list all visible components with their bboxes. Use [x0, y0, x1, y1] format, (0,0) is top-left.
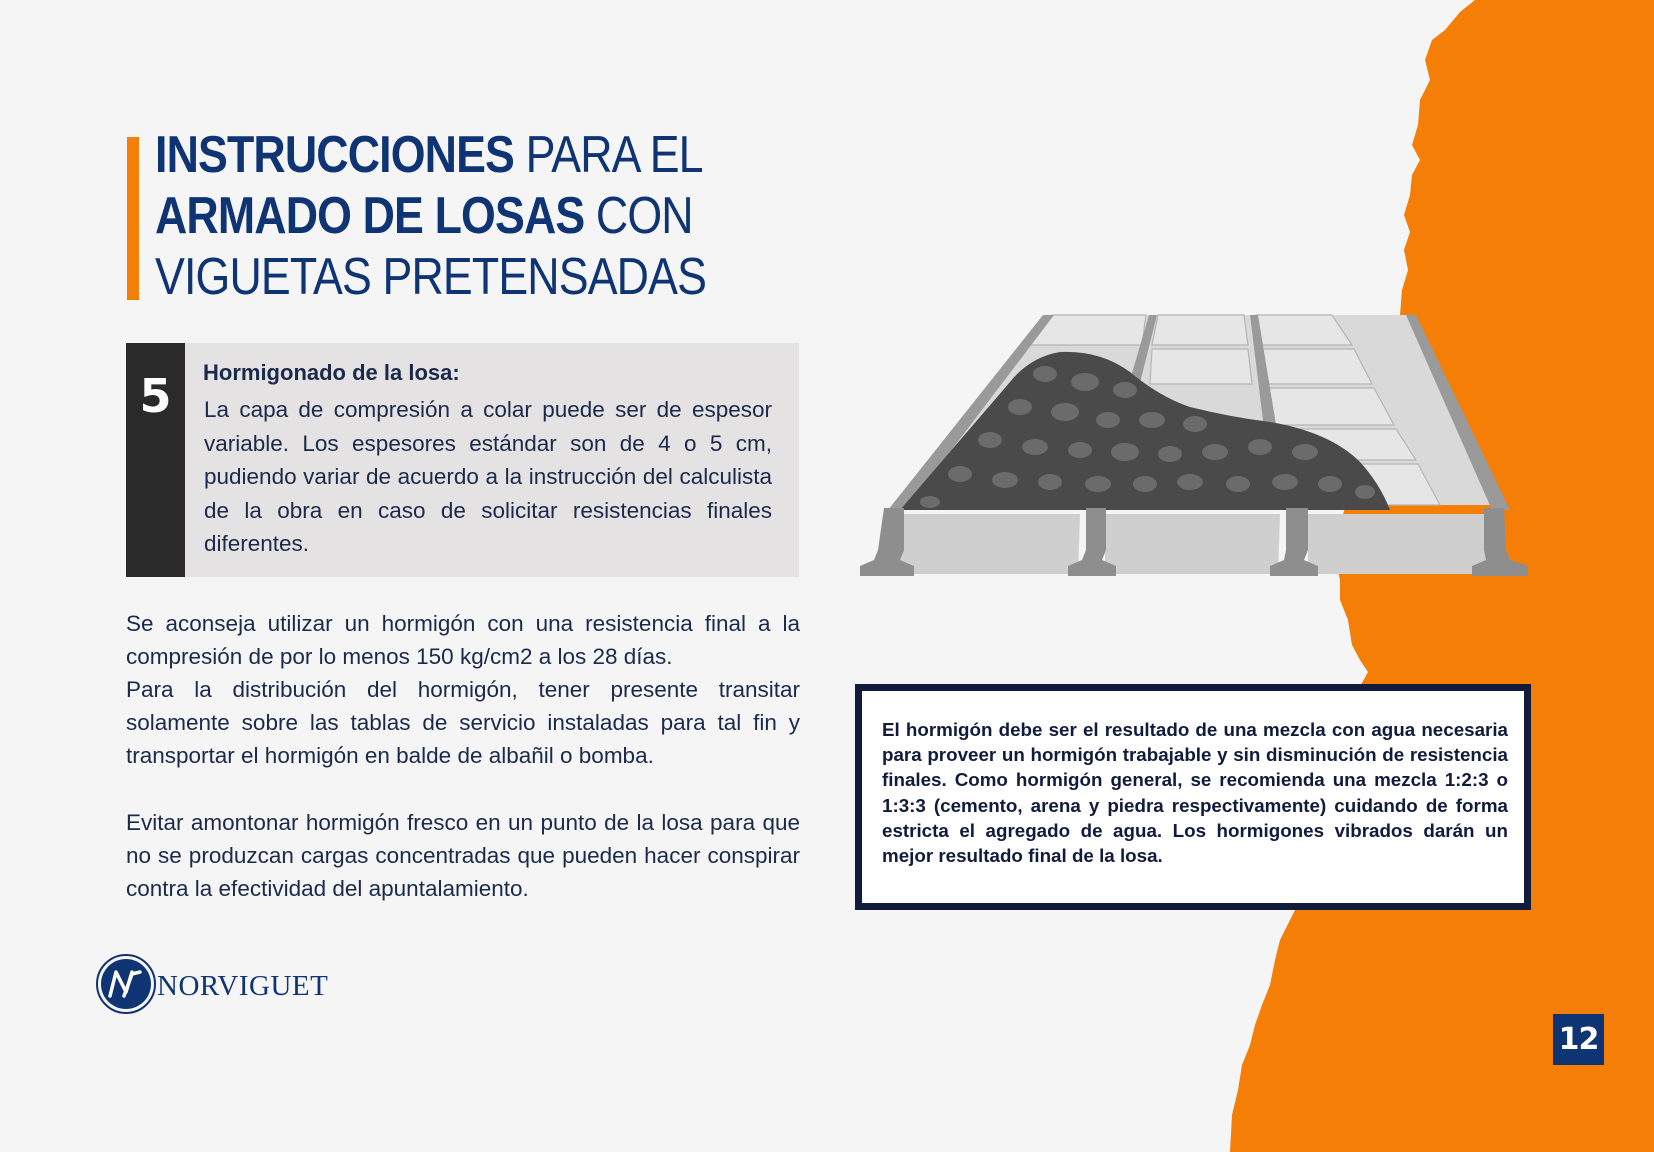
body-paragraph-3: Evitar amontonar hormigón fresco en un punto de la losa para que no se produzcan cargas concentradas que pueden hacer conspirar contra la efectividad del apuntalamiento.: [126, 810, 800, 901]
body-paragraph-1: Se aconseja utilizar un hormigón con una resistencia final a la compresión de por lo menos 150 kg/cm2 a los 28 días.: [126, 611, 800, 669]
body-paragraph-2: Para la distribución del hormigón, tener presente transitar solamente sobre las tablas de servicio instaladas para tal fin y transportar el hormigón en balde de albañil o bomba.: [126, 677, 800, 768]
title-line2-light: CON: [584, 187, 693, 245]
title-line1-bold: INSTRUCCIONES: [155, 126, 515, 184]
step-text: La capa de compresión a colar puede ser de espesor variable. Los espesores estándar son de 4 o 5 cm, pudiendo variar de acuerdo a la instrucción del calculista de la obra en caso de solicitar resistencias finales diferentes.: [204, 397, 772, 556]
company-logo: [96, 952, 329, 1016]
title-line1-light: PARA EL: [514, 126, 703, 184]
title-line2-bold: ARMADO DE LOSAS: [155, 187, 585, 245]
slab-illustration: [860, 312, 1530, 582]
note-box: [855, 684, 1531, 910]
title-line3-light: VIGUETAS PRETENSADAS: [155, 248, 707, 306]
logo-wordmark: NORVIGUET: [157, 970, 329, 1002]
step-number: 5: [139, 369, 172, 423]
title-accent-bar: [127, 137, 139, 300]
step-number-column: [126, 343, 185, 577]
page-number: 12: [1553, 1014, 1604, 1065]
step-box: [126, 343, 799, 577]
note-text: El hormigón debe ser el resultado de una mezcla con agua necesaria para proveer un hormigón trabajable y sin disminución de resistencia finales. Como hormigón general, se recomienda una mezcla 1:2:3 o 1:3:3 (cemento, arena y piedra respectivamente) cuidando de forma estricta el agregado de agua. Los hormigones vibrados darán un mejor resultado final de la losa.: [882, 719, 1508, 867]
page-title: [155, 125, 757, 308]
step-heading: Hormigonado de la losa:: [203, 360, 460, 385]
logo-emblem-icon: [96, 952, 160, 1016]
